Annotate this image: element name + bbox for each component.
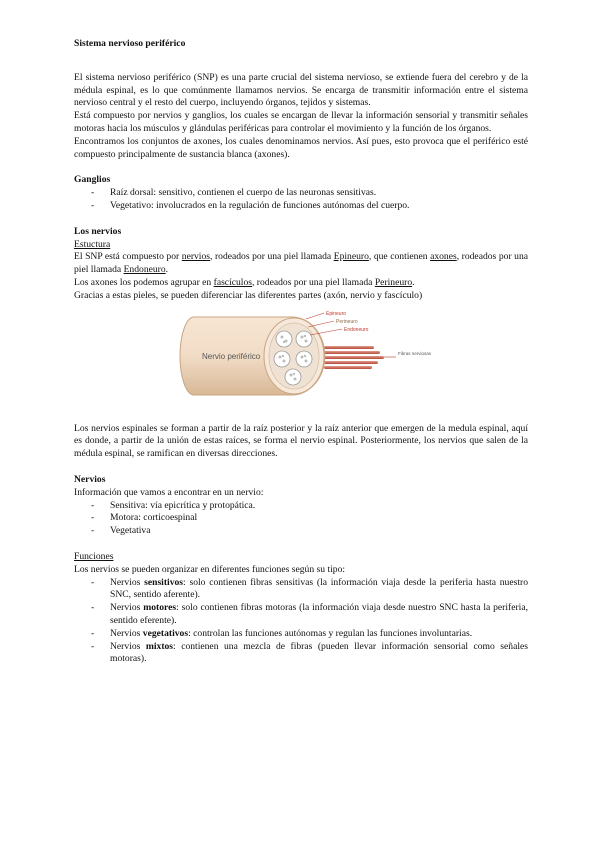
- label-epineuro: Epineuro: [326, 310, 347, 317]
- estructura-line-2: Los axones los podemos agrupar en fascículos, rodeados por una piel llamada Perineuro.: [74, 276, 415, 288]
- ganglios-heading: Ganglios: [74, 174, 111, 186]
- list-item: - Nervios sensitivos: solo contienen fibras sensitivas (la información viaja desde la periferia hasta nuestro SNC, sentido aferente).: [91, 576, 528, 601]
- ganglios-list: [74, 187, 528, 213]
- intro-paragraph-2: Está compuesto por nervios y ganglios, los cuales se encargan de llevar la información sensorial y transmitir señales motoras hacia los músculos y glándulas periféricas para controlar el movimiento y la función de los órganos.: [74, 110, 528, 134]
- label-fibras: Fibras nerviosas: [398, 350, 432, 356]
- nerve-illustration: [174, 309, 434, 405]
- intro-paragraph-1: El sistema nervioso periférico (SNP) es una parte crucial del sistema nervioso, se extiende fuera del cerebro y de la médula espinal, es lo que comúnmente llamamos nervios. Se encarga de transmitir información entre el sistema nervioso central y el resto del cuerpo, incluyendo órganos, tejidos y sistemas.: [74, 71, 528, 109]
- info-intro: Información que vamos a encontrar en un nervio:: [74, 486, 264, 498]
- document-title: Sistema nervioso periférico: [74, 38, 186, 49]
- nervios-heading: Los nervios: [74, 225, 122, 237]
- funciones-list: [74, 577, 528, 667]
- list-item: - Vegetativa: [91, 525, 151, 537]
- info-heading: Nervios: [74, 473, 106, 485]
- list-item: - Nervios motores: solo contienen fibras motoras (la información viaja desde nuestro SNC hasta la periferia, sentido eferente).: [91, 602, 528, 626]
- espinales-paragraph: Los nervios espinales se forman a partir de la raíz posterior y la raíz anterior que emergen de la medula espinal, aquí es donde, a partir de la unión de estas raíces, se forma el nervio espinal. Posteriormente, los nervios que salen de la médula espinal, se ramifican en diversas direcciones.: [74, 422, 528, 460]
- label-endoneuro: Endoneuro: [344, 326, 369, 333]
- list-item: - Sensitiva: vía epicrítica y protopática.: [91, 499, 256, 511]
- estructura-line-1: El SNP está compuesto por nervios, rodeados por una piel llamada Epineuro, que contienen axones, rodeados por una piel llamada Endoneuro.: [74, 251, 529, 276]
- info-list: [74, 500, 528, 538]
- list-item: - Motora: corticoespinal: [91, 512, 198, 524]
- intro-paragraph-3: Encontramos los conjuntos de axones, los cuales denominamos nervios. Así pues, esto provoca que el periférico esté compuesto principalmente de sustancia blanca (axones).: [74, 135, 528, 160]
- estructura-subheading: Estuctura: [74, 238, 111, 250]
- document-page: [74, 38, 528, 666]
- nerve-diagram: [74, 309, 528, 409]
- list-item: - Nervios mixtos: contienen una mezcla de fibras (pueden llevar información sensorial como señales motoras).: [91, 640, 528, 665]
- list-item: - Nervios vegetativos: controlan las funciones autónomas y regulan las funciones involuntarias.: [91, 627, 473, 639]
- list-item: - Raíz dorsal: sensitivo, contienen el cuerpo de las neuronas sensitivas.: [91, 187, 377, 199]
- list-item: - Vegetativo: involucrados en la regulación de funciones autónomas del cuerpo.: [91, 199, 410, 211]
- funciones-intro: Los nervios se pueden organizar en diferentes funciones según su tipo:: [74, 563, 346, 575]
- label-nervio-periferico: Nervio periférico: [202, 351, 261, 361]
- estructura-line-3: Gracias a estas pieles, se pueden diferenciar las diferentes partes (axón, nervio y fascículo): [74, 289, 423, 301]
- funciones-heading: Funciones: [74, 550, 114, 562]
- nerve-fibers: [324, 346, 384, 369]
- label-perineuro: Perineuro: [336, 318, 358, 325]
